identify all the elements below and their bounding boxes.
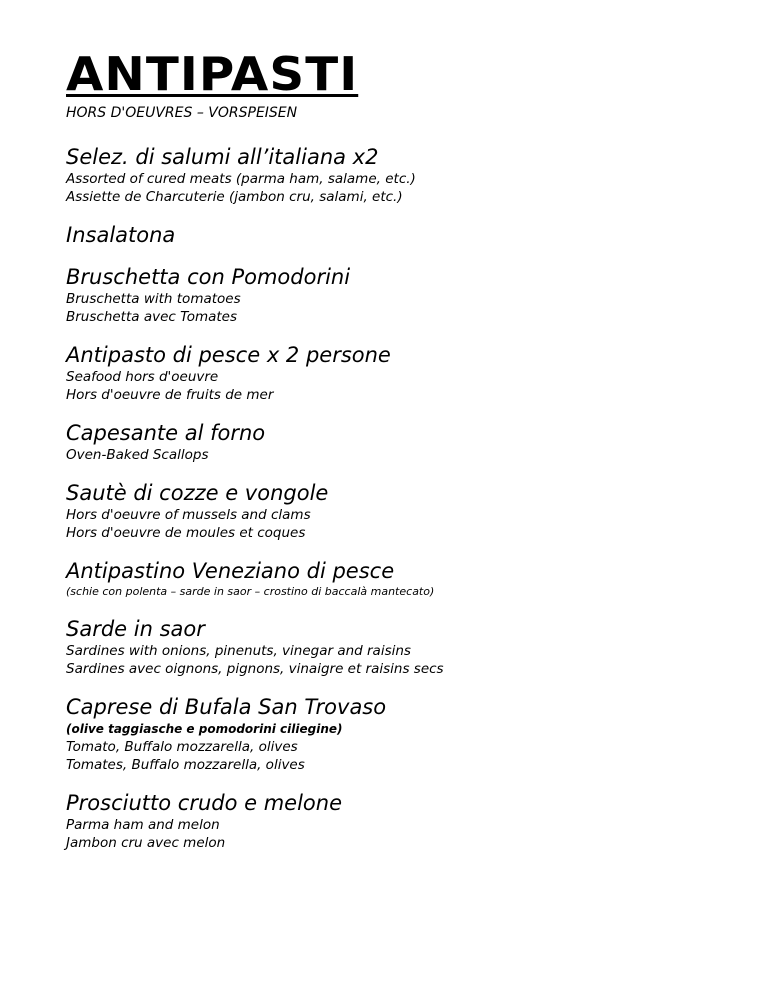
menu-item-description: Parma ham and melon (66, 817, 220, 833)
menu-item-description: Hors d'oeuvre de moules et coques (66, 525, 306, 541)
menu-item-description: Seafood hors d'oeuvre (66, 369, 219, 385)
menu-item-description: (olive taggiasche e pomodorini ciliegine) (66, 722, 343, 736)
menu-item-name: Selez. di salumi all’italiana x2 (66, 145, 379, 169)
menu-item-description: Tomates, Buffalo mozzarella, olives (66, 757, 305, 773)
menu-item-name: Sarde in saor (66, 617, 205, 641)
menu-item-description: Jambon cru avec melon (66, 835, 226, 851)
menu-item-description: Sardines with onions, pinenuts, vinegar and raisins (66, 643, 411, 659)
menu-item-description: Assiette de Charcuterie (jambon cru, salami, etc.) (66, 189, 403, 205)
menu-item-description: Oven-Baked Scallops (66, 447, 209, 463)
menu-item (66, 420, 746, 464)
menu-item-description: Hors d'oeuvre de fruits de mer (66, 387, 274, 403)
menu-item-description: Tomato, Buffalo mozzarella, olives (66, 739, 298, 755)
menu-item (66, 790, 746, 852)
menu-item-name: Insalatona (66, 223, 176, 247)
menu-item-name: Antipasto di pesce x 2 persone (66, 343, 391, 367)
page-title: ANTIPASTI (66, 47, 359, 101)
menu-item-name: Caprese di Bufala San Trovaso (66, 695, 387, 719)
menu-item-description: Hors d'oeuvre of mussels and clams (66, 507, 311, 523)
menu-item (66, 694, 746, 774)
menu-item-name: Sautè di cozze e vongole (66, 481, 329, 505)
menu-item-name: Capesante al forno (66, 421, 266, 445)
menu-page (66, 46, 746, 868)
menu-item-name: Bruschetta con Pomodorini (66, 265, 351, 289)
menu-item (66, 222, 746, 248)
menu-item (66, 480, 746, 542)
menu-item (66, 342, 746, 404)
menu-item-description: Bruschetta avec Tomates (66, 309, 238, 325)
menu-item (66, 264, 746, 326)
menu-item-description: Assorted of cured meats (parma ham, salame, etc.) (66, 171, 416, 187)
menu-item-description: (schie con polenta – sarde in saor – crostino di baccalà mantecato) (66, 585, 435, 598)
menu-item (66, 616, 746, 678)
menu-item-description: Sardines avec oignons, pignons, vinaigre et raisins secs (66, 661, 444, 677)
menu-item (66, 144, 746, 206)
page-subtitle: HORS D'OEUVRES – VORSPEISEN (66, 105, 298, 121)
menu-item-name: Prosciutto crudo e melone (66, 791, 342, 815)
menu-items-list (66, 144, 746, 852)
menu-item-name: Antipastino Veneziano di pesce (66, 559, 395, 583)
menu-item (66, 558, 746, 600)
menu-item-description: Bruschetta with tomatoes (66, 291, 241, 307)
